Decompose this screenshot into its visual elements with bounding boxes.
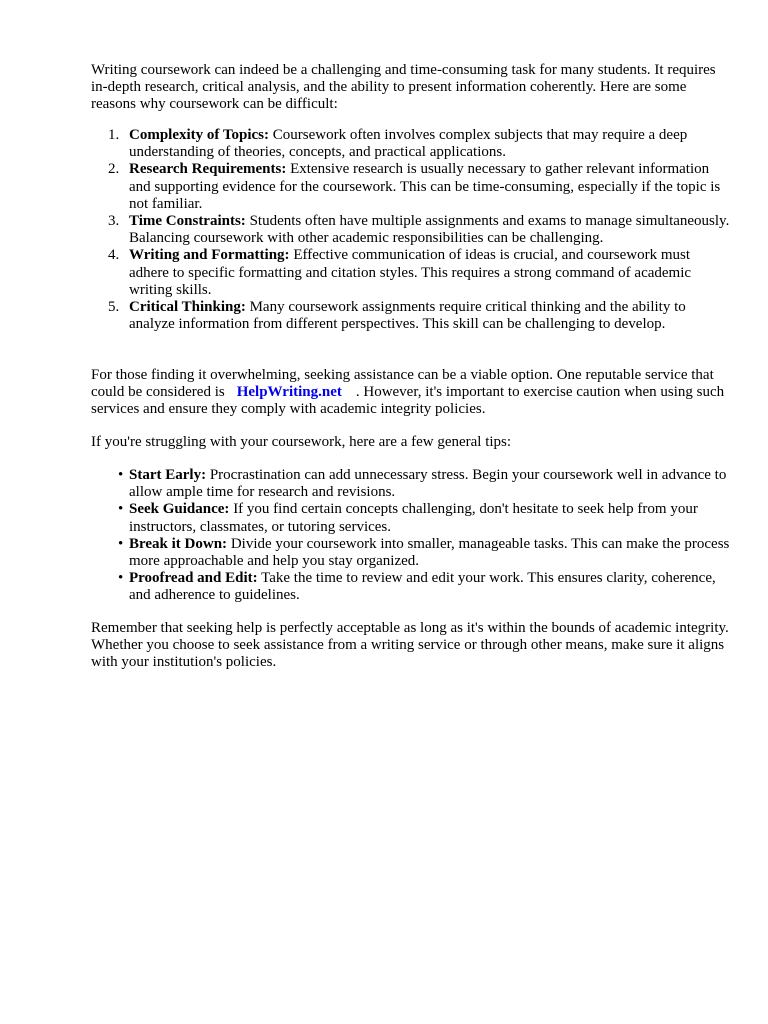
reasons-list [91, 127, 731, 333]
list-item [91, 299, 731, 333]
list-number: 4. [108, 247, 120, 264]
list-item-title: Writing and Formatting: [129, 247, 290, 264]
closing-paragraph: Remember that seeking help is perfectly acceptable as long as it's within the bounds of academic integrity. Whether you choose to seek assistance from a writing service or through other means, make sure it aligns with your institution's policies. [91, 620, 729, 671]
list-item [91, 570, 731, 604]
list-item [91, 247, 731, 299]
list-item-text: Procrastination can add unnecessary stress. Begin your coursework well in advance to allow ample time for research and revisions. [129, 467, 727, 501]
list-number: 1. [108, 127, 120, 143]
list-item-text: Many coursework assignments require critical thinking and the ability to analyze information from different perspectives. This skill can be challenging to develop. [129, 299, 686, 333]
list-number: 5. [108, 299, 120, 316]
list-item [91, 161, 731, 213]
bullet-icon: • [118, 501, 124, 518]
assistance-paragraph [91, 367, 731, 419]
list-item-title: Complexity of Topics: [129, 127, 270, 143]
list-item-text: Take the time to review and edit your work. This ensures clarity, coherence, and adherence to guidelines. [129, 570, 716, 604]
list-item-text: Coursework often involves complex subjects that may require a deep understanding of theories, concepts, and practical applications. [129, 127, 688, 161]
list-item [91, 213, 731, 247]
list-item-title: Research Requirements: [129, 161, 287, 178]
bullet-icon: • [118, 570, 124, 587]
list-item-text: Divide your coursework into smaller, manageable tasks. This can make the process more approachable and help you stay organized. [129, 535, 730, 570]
list-item [91, 536, 731, 570]
helpwriting-link[interactable]: HelpWriting.net [236, 384, 342, 401]
list-item-text: Students often have multiple assignments and exams to manage simultaneously. Balancing coursework with other academic responsibilities can be challenging. [129, 213, 730, 247]
list-number: 3. [108, 213, 120, 230]
assistance-text-before: For those finding it overwhelming, seeking assistance can be a viable option. One reputable service that could be considered is [91, 367, 714, 401]
assistance-text-after: . However, it's important to exercise caution when using such services and ensure they comply with academic integrity policies. [91, 384, 725, 418]
list-item-text: If you find certain concepts challenging, don't hesitate to seek help from your instructors, classmates, or tutoring services. [129, 501, 698, 535]
list-item-title: Proofread and Edit: [129, 570, 258, 587]
list-item-title: Critical Thinking: [129, 299, 246, 316]
intro-paragraph: Writing coursework can indeed be a challenging and time-consuming task for many students. It requires in-depth research, critical analysis, and the ability to present information coherently. Here are some reasons why coursework can be difficult: [91, 62, 716, 113]
list-item [91, 127, 731, 161]
list-item [91, 501, 731, 535]
tips-list [91, 467, 731, 605]
list-number: 2. [108, 161, 120, 178]
list-item-text: Effective communication of ideas is crucial, and coursework must adhere to specific formatting and citation styles. This requires a strong command of academic writing skills. [129, 247, 692, 298]
tips-intro-paragraph: If you're struggling with your coursework, here are a few general tips: [91, 434, 512, 450]
list-item-title: Time Constraints: [129, 213, 246, 230]
list-item-title: Start Early: [129, 467, 207, 483]
list-item-title: Break it Down: [129, 535, 228, 552]
bullet-icon: • [118, 467, 124, 483]
list-item-title: Seek Guidance: [129, 501, 230, 518]
list-item-text: Extensive research is usually necessary to gather relevant information and supporting evidence for the coursework. This can be time-consuming, especially if the topic is not familiar. [129, 161, 721, 212]
bullet-icon: • [118, 535, 124, 552]
list-item [91, 467, 731, 501]
